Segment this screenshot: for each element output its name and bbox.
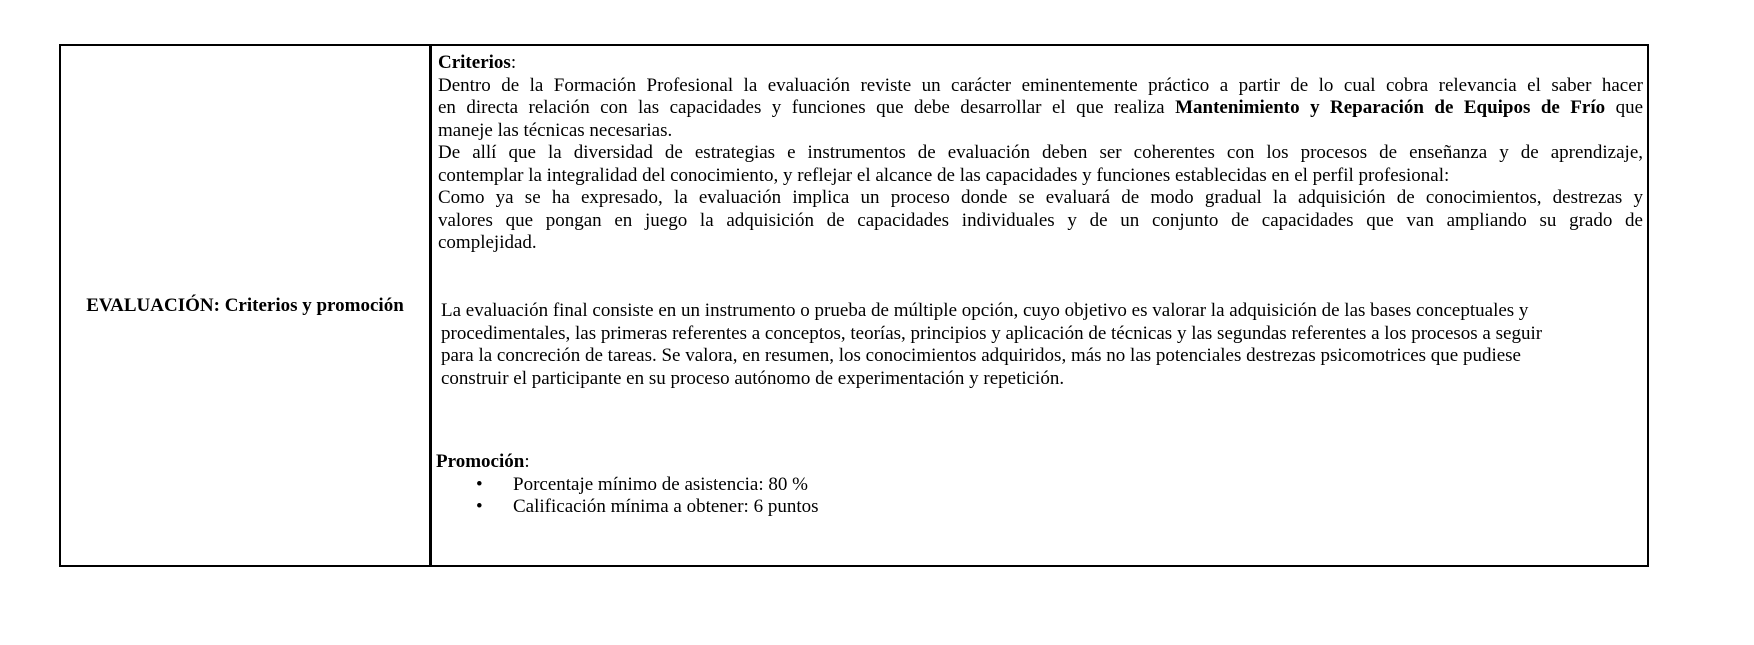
- evaluation-table: [59, 44, 1649, 567]
- criterios-line-7: valores que pongan en juego la adquisición de capacidades individuales y de un conjunto de capacidades que van ampliando su grado de: [438, 209, 1643, 231]
- promocion-colon: :: [524, 451, 530, 472]
- list-item: [436, 496, 1643, 519]
- row-header-title: EVALUACIÓN: Criterios y promoción: [86, 294, 404, 316]
- criterios-line-3: maneje las técnicas necesarias.: [438, 119, 673, 141]
- evaluacion-final-line-2: procedimentales, las primeras referentes a conceptos, teorías, principios y aplicación de técnicas y las segundas referentes a los procesos a seguir: [441, 322, 1543, 344]
- criterios-section: [438, 52, 1643, 255]
- promocion-section: [436, 451, 1643, 519]
- row-header-cell: [61, 46, 432, 565]
- criterios-line-2-post: que: [1605, 97, 1644, 118]
- evaluacion-final-line-1: La evaluación final consiste en un instrumento o prueba de múltiple opción, cuyo objetivo es valorar la adquisición de las bases conceptuales y: [441, 300, 1529, 321]
- promocion-heading: Promoción: [436, 451, 525, 472]
- bullet-icon: •: [476, 473, 483, 495]
- criterios-colon: :: [510, 52, 517, 73]
- criterios-line-2: [438, 97, 1643, 120]
- criterios-line-5: contemplar la integralidad del conocimiento, y reflejar el alcance de las capacidades y funciones establecidas en el perfil profesional:: [438, 164, 1450, 186]
- criterios-heading-line: [438, 52, 1643, 75]
- promocion-item-grade: Calificación mínima a obtener: 6 puntos: [513, 496, 819, 517]
- promocion-list: [436, 474, 1643, 519]
- promocion-item-attendance: Porcentaje mínimo de asistencia: 80 %: [513, 473, 808, 495]
- criterios-heading: Criterios: [438, 52, 511, 73]
- criterios-line-1: Dentro de la Formación Profesional la evaluación reviste un carácter eminentemente práctico a partir de lo cual cobra relevancia el saber hacer: [438, 74, 1643, 96]
- criterios-line-2-pre: en directa relación con las capacidades y funciones que debe desarrollar el que realiza: [438, 97, 1176, 118]
- criterios-line-4: De allí que la diversidad de estrategias e instrumentos de evaluación deben ser coherentes con los procesos de enseñanza y de aprendizaje,: [438, 142, 1643, 163]
- criterios-line-6: Como ya se ha expresado, la evaluación implica un proceso donde se evaluará de modo gradual la adquisición de conocimientos, destrezas y: [438, 187, 1643, 208]
- course-name: Mantenimiento y Reparación de Equipos de Frío: [1175, 97, 1606, 118]
- content-cell: [432, 46, 1647, 565]
- evaluacion-final-line-4: construir el participante en su proceso autónomo de experimentación y repetición.: [441, 367, 1065, 389]
- criterios-line-8: complejidad.: [438, 232, 537, 253]
- promocion-heading-line: [436, 451, 1643, 474]
- bullet-icon: •: [476, 496, 483, 517]
- list-item: [436, 474, 1643, 497]
- evaluacion-final-line-3: para la concreción de tareas. Se valora, en resumen, los conocimientos adquiridos, más no las potenciales destrezas psicomotrices que pudiese: [441, 345, 1521, 366]
- evaluacion-final-section: [441, 300, 1647, 390]
